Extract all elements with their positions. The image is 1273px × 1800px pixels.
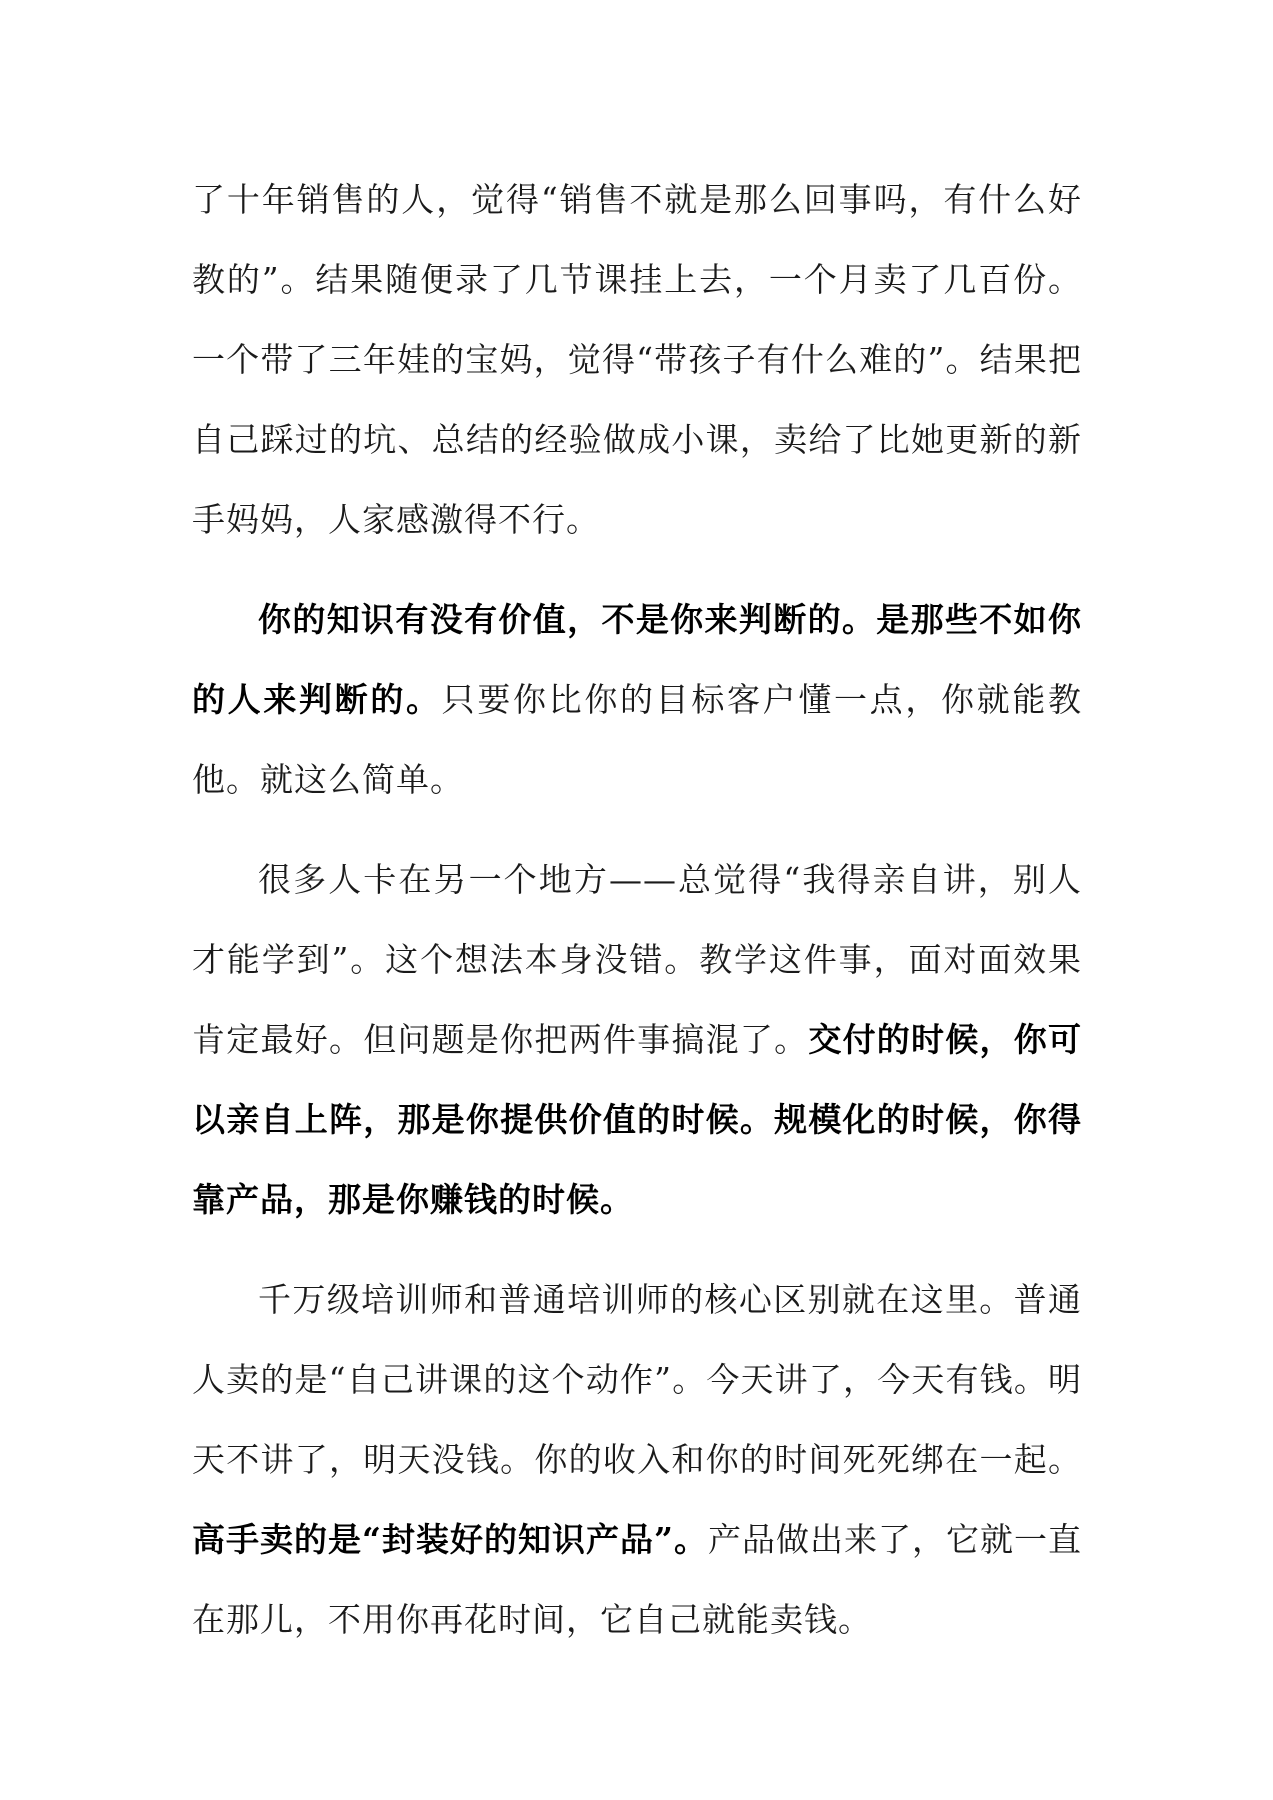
paragraph-1 (192, 160, 1082, 560)
document-body (192, 160, 1082, 1680)
paragraph-4-text-2: 产品做出来了，它就一直在那儿，不用你再花时间，它自己就能卖钱。 (192, 1520, 1082, 1639)
paragraph-4-bold-text: 高手卖的是“封装好的知识产品”。 (192, 1520, 708, 1559)
paragraph-3-text: 很多人卡在另一个地方——总觉得“我得亲自讲，别人才能学到”。这个想法本身没错。教学这件事，面对面效果肯定最好。但问题是你把两件事搞混了。 (192, 860, 1082, 1059)
paragraph-1-text: 了十年销售的人，觉得“销售不就是那么回事吗，有什么好教的”。结果随便录了几节课挂上去，一个月卖了几百份。一个带了三年娃的宝妈，觉得“带孩子有什么难的”。结果把自己踩过的坑、总结的经验做成小课，卖给了比她更新的新手妈妈，人家感激得不行。 (192, 180, 1082, 539)
paragraph-2-text: 只要你比你的目标客户懂一点，你就能教他。就这么简单。 (192, 680, 1083, 799)
paragraph-3-bold-text: 交付的时候，你可以亲自上阵，那是你提供价值的时候。规模化的时候，你得靠产品，那是你赚钱的时候。 (192, 1020, 1083, 1219)
paragraph-3 (192, 840, 1082, 1240)
paragraph-2-bold-text: 你的知识有没有价值，不是你来判断的。是那些不如你的人来判断的。 (192, 600, 1082, 719)
paragraph-4-text-1: 千万级培训师和普通培训师的核心区别就在这里。普通人卖的是“自己讲课的这个动作”。今天讲了，今天有钱。明天不讲了，明天没钱。你的收入和你的时间死死绑在一起。 (192, 1280, 1082, 1479)
paragraph-4 (192, 1260, 1082, 1660)
paragraph-2 (192, 580, 1082, 820)
